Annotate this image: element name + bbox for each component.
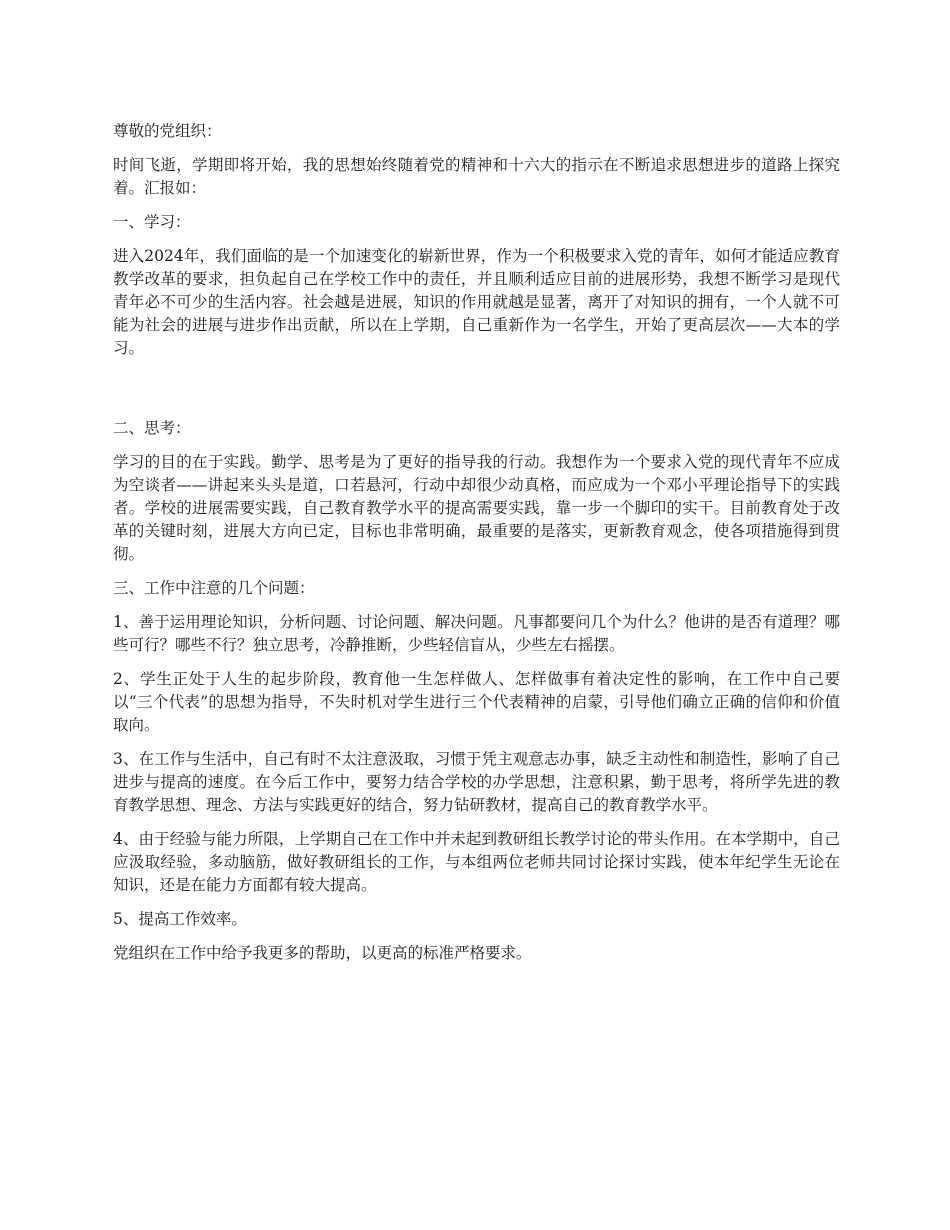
section-heading-thinking: 二、思考： — [113, 419, 191, 437]
list-item: 3、在工作与生活中，自己有时不太注意汲取，习惯于凭主观意志办事，缺乏主动性和制造性，影响了自己进步与提高的速度。在今后工作中，要努力结合学校的办学思想，注意积累，勤于思考，将所学先进的教育教学思想、理念、方法与实践更好的结合，努力钻研教材，提高自己的教育教学水平。 — [113, 750, 840, 814]
closing-paragraph: 党组织在工作中给予我更多的帮助，以更高的标准严格要求。 — [113, 944, 532, 962]
list-item: 2、学生正处于人生的起步阶段，教育他一生怎样做人、怎样做事有着决定性的影响，在工作中自己要以“三个代表”的思想为指导，不失时机对学生进行三个代表精神的启蒙，引导他们确立正确的信仰和价值取向。 — [113, 670, 840, 734]
salutation: 尊敬的党组织： — [113, 122, 222, 140]
section-heading-work-issues: 三、工作中注意的几个问题： — [113, 579, 315, 597]
list-item: 1、善于运用理论知识，分析问题、讨论问题、解决问题。凡事都要问几个为什么？他讲的是否有道理？哪些可行？哪些不行？独立思考，冷静推断，少些轻信盲从，少些左右摇摆。 — [113, 613, 840, 654]
list-item: 5、提高工作效率。 — [113, 910, 247, 928]
document-body — [113, 120, 840, 976]
list-item: 4、由于经验与能力所限，上学期自己在工作中并未起到教研组长教学讨论的带头作用。在本学期中，自己应汲取经验，多动脑筋，做好教研组长的工作，与本组两位老师共同讨论探讨实践，使本年纪学生无论在知识，还是在能力方面都有较大提高。 — [113, 830, 840, 894]
section-heading-study: 一、学习： — [113, 213, 191, 231]
section-body-thinking: 学习的目的在于实践。勤学、思考是为了更好的指导我的行动。我想作为一个要求入党的现代青年不应成为空谈者——讲起来头头是道，口若悬河，行动中却很少动真格，而应成为一个邓小平理论指导下的实践者。学校的进展需要实践，自己教育教学水平的提高需要实践，靠一步一个脚印的实干。目前教育处于改革的关键时刻，进展大方向已定，目标也非常明确，最重要的是落实，更新教育观念，使各项措施得到贯彻。 — [113, 453, 840, 563]
intro-paragraph: 时间飞逝，学期即将开始，我的思想始终随着党的精神和十六大的指示在不断追求思想进步的道路上探究着。汇报如： — [113, 156, 840, 197]
section-body-study: 进入2024年，我们面临的是一个加速变化的崭新世界，作为一个积极要求入党的青年，如何才能适应教育教学改革的要求，担负起自己在学校工作中的责任，并且顺利适应目前的进展形势，我想不断学习是现代青年必不可少的生活内容。社会越是进展，知识的作用就越是显著，离开了对知识的拥有，一个人就不可能为社会的进展与进步作出贡献，所以在上学期，自己重新作为一名学生，开始了更高层次——大本的学习。 — [113, 247, 840, 357]
